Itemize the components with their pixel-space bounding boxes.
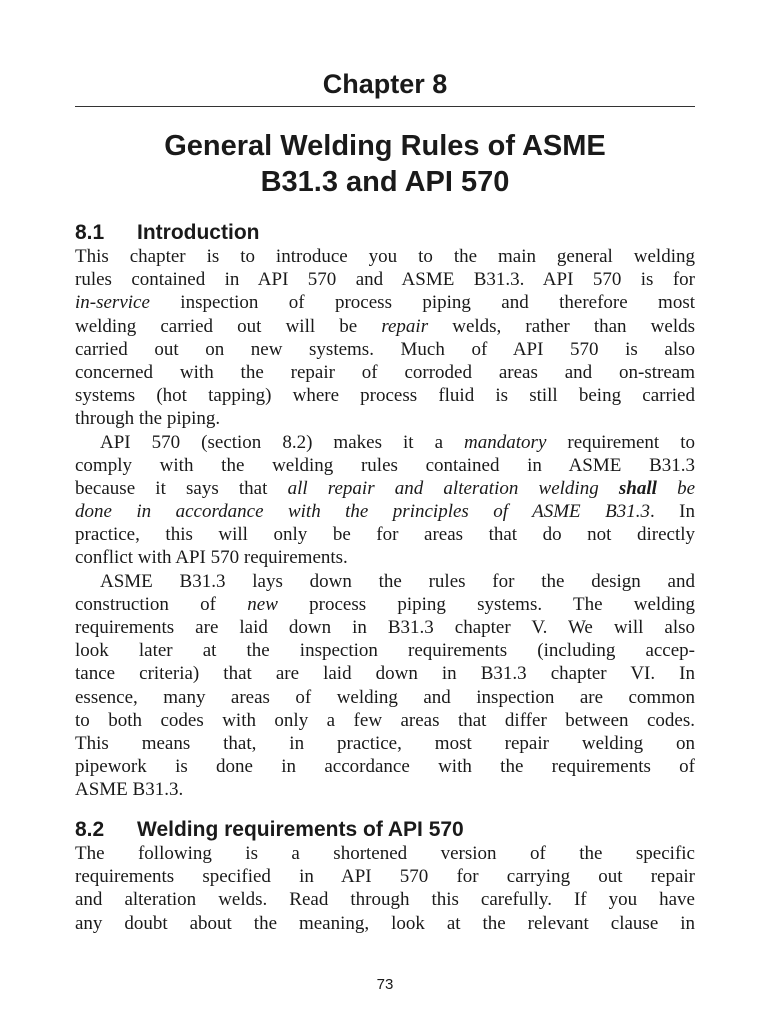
text-line: welding carried out will be repair welds, rather than welds	[75, 315, 696, 337]
text-line: practice, this will only be for areas that do not directly	[75, 524, 695, 546]
text-line: because it says that all repair and alteration welding shall be	[75, 477, 696, 499]
chapter-title-line-1: General Welding Rules of ASME	[164, 130, 606, 162]
text-line: conflict with API 570 requirements.	[75, 547, 348, 569]
text-line: rules contained in API 570 and ASME B31.3. API 570 is for	[75, 269, 695, 291]
text-line: This chapter is to introduce you to the main general welding	[75, 246, 695, 267]
section-number: 8.1	[75, 221, 105, 244]
section-8-2-body	[75, 842, 695, 935]
text-line: systems (hot tapping) where process fluid is still being carried	[75, 385, 695, 407]
text-line: in-service inspection of process piping and therefore most	[75, 292, 695, 314]
text-line: API 570 (section 8.2) makes it a mandatory requirement to	[100, 431, 695, 453]
text-line: any doubt about the meaning, look at the relevant clause in	[75, 912, 695, 934]
text-line: This means that, in practice, most repair welding on	[75, 732, 695, 754]
emphasis-quote: all repair and alteration welding	[287, 477, 599, 499]
section-heading-8-2	[75, 817, 464, 843]
text-line: done in accordance with the principles of ASME B31.3. In	[75, 501, 695, 523]
section-heading-8-1	[75, 220, 259, 246]
text-line: and alteration welds. Read through this carefully. If you have	[75, 889, 695, 911]
text-line: tance criteria) that are laid down in B31.3 chapter VI. In	[75, 663, 695, 685]
chapter-title-line-2: B31.3 and API 570	[260, 166, 510, 198]
chapter-rule	[75, 106, 695, 107]
text-line: ASME B31.3.	[75, 779, 184, 801]
emphasis-in-service: in-service	[75, 292, 150, 314]
emphasis-mandatory: mandatory	[464, 431, 547, 453]
text-line: pipework is done in accordance with the requirements of	[75, 756, 695, 778]
text-line: comply with the welding rules contained in ASME B31.3	[75, 454, 695, 476]
text-line: through the piping.	[75, 408, 221, 430]
emphasis-repair: repair	[381, 315, 429, 337]
emphasis-new: new	[247, 593, 278, 615]
book-page	[75, 0, 695, 1024]
chapter-title	[75, 128, 695, 200]
text-line: requirements are laid down in B31.3 chapter V. We will also	[75, 617, 695, 638]
emphasis-shall: shall	[618, 477, 657, 499]
text-line: ASME B31.3 lays down the rules for the design and	[100, 570, 695, 592]
emphasis-quote-end: done in accordance with the principles of ASME B31.3	[75, 501, 650, 523]
section-title: Introduction	[137, 221, 260, 244]
text-line: requirements specified in API 570 for carrying out repair	[75, 866, 695, 888]
text-line: essence, many areas of welding and inspection are common	[75, 686, 695, 708]
chapter-label: Chapter 8	[322, 69, 448, 99]
page-number: 73	[376, 976, 394, 993]
text-line: look later at the inspection requirements (including accep-	[75, 640, 695, 662]
text-line: construction of new process piping systems. The welding	[75, 593, 695, 615]
text-line: concerned with the repair of corroded areas and on-stream	[75, 361, 695, 383]
section-number: 8.2	[75, 818, 105, 841]
text-line: carried out on new systems. Much of API 570 is also	[75, 338, 695, 360]
text-line: The following is a shortened version of the specific	[75, 843, 695, 864]
text-line: to both codes with only a few areas that differ between codes.	[75, 709, 695, 731]
section-title: Welding requirements of API 570	[137, 818, 464, 841]
section-8-1-body	[75, 245, 695, 802]
